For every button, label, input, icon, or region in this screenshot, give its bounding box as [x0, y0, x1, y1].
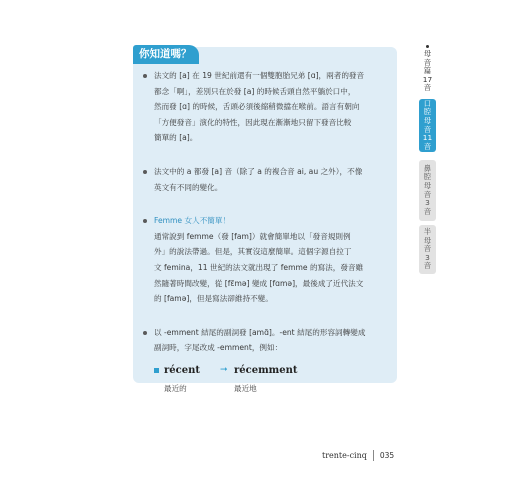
- tab-char: 3: [425, 252, 430, 262]
- tab-char: 11: [422, 133, 433, 143]
- divider: [373, 450, 374, 461]
- tab-char: 音: [423, 57, 432, 67]
- tab-char: 母: [423, 180, 432, 190]
- bullet-dot-icon: [143, 74, 147, 78]
- example-word: récent: [164, 364, 200, 376]
- text-line: 然隨著時間改變，從 [fɛ̃mə] 變成 [fɑmə]，最後成了近代法文: [154, 278, 364, 288]
- text-line: 法文中的 a 都發 [a] 音（除了 a 的複合音 ai, au 之外），不像: [154, 166, 363, 176]
- text-line: 通常說到 femme（發 [fam]）就會簡單地以「發音規則例: [154, 231, 351, 241]
- example-meaning: 最近的: [164, 383, 187, 393]
- square-bullet-icon: [154, 368, 159, 373]
- text-line: 然而發 [ɑ] 的時候，舌頭必須後縮稍微擋在喉前。語言有朝向: [154, 102, 360, 112]
- side-tab-semivowels[interactable]: [419, 225, 436, 274]
- text-line: 副詞時，字尾改成 -emment，例如：: [154, 343, 283, 353]
- tab-char: 腔: [423, 107, 432, 117]
- bullet-dot-icon: [143, 331, 147, 335]
- bullet-dot-icon: [143, 170, 147, 174]
- tab-char: 口: [423, 98, 432, 108]
- tab-char: 腔: [423, 172, 432, 182]
- page-number: 035: [379, 451, 395, 460]
- text-line: 英文有不同的變化。: [154, 182, 223, 192]
- tab-char: 音: [423, 83, 432, 93]
- text-line: 文 femina，11 世紀的法文就出現了 femme 的寫法，發音雖: [154, 262, 364, 272]
- text-line: 簡單的 [a]。: [154, 133, 198, 143]
- tab-char: 半: [423, 227, 432, 237]
- subheading: Femme 女人不簡單！: [154, 216, 231, 226]
- bullet-item: [143, 325, 391, 396]
- tab-char: 音: [423, 124, 432, 134]
- tab-char: 音: [423, 206, 432, 216]
- bullet-dot-icon: [143, 219, 147, 223]
- bullet-item: [143, 164, 391, 195]
- text-line: 都念「啊」，差別只在於發 [a] 的時候舌頭自然平躺於口中，: [154, 86, 356, 96]
- panel-title: 你知道嗎？: [133, 45, 199, 64]
- tab-char: 音: [423, 244, 432, 254]
- arrow-right-icon: ➞: [220, 364, 228, 375]
- text-line: 法文的 [a] 在 19 世紀前還有一個雙胞胎兄弟 [ɑ]，兩者的發音: [154, 71, 365, 80]
- example-meaning: 最近地: [234, 383, 257, 393]
- tab-char: 17: [422, 74, 433, 84]
- text-line: 的 [famə]，但是寫法卻維持不變。: [154, 294, 273, 304]
- tab-char: 鼻: [423, 163, 432, 173]
- tab-char: 音: [423, 141, 432, 151]
- tab-char: 篇: [423, 66, 432, 76]
- side-tab-nasal-vowels[interactable]: [419, 160, 436, 221]
- text-line: 外」的說法帶過。但是，其實沒這麼簡單。這個字源自拉丁: [154, 247, 352, 257]
- side-tab-oral-vowels[interactable]: [419, 99, 436, 152]
- tab-char: 3: [425, 198, 430, 208]
- tab-char: 母: [423, 115, 432, 125]
- tab-char: 母: [423, 235, 432, 245]
- tab-char: 音: [423, 189, 432, 199]
- tab-char: 母: [423, 49, 432, 59]
- example-word: récemment: [234, 364, 298, 376]
- bullet-item: [143, 213, 391, 307]
- text-line: 以 -emment 結尾的副詞發 [amɑ̃]。-ent 結尾的形容詞轉變成: [154, 327, 366, 337]
- bullet-list: [143, 68, 391, 406]
- example-row: [154, 363, 391, 396]
- page-footer: [322, 450, 394, 461]
- tab-char: 音: [423, 261, 432, 271]
- text-line: 「方便發音」演化的特性，因此現在漸漸地只留下發音比較: [154, 117, 352, 127]
- side-tab-vowels[interactable]: [419, 42, 436, 96]
- page-word: trente-cinq: [322, 451, 367, 460]
- bullet-item: [143, 68, 391, 146]
- bullet-dot-icon: [426, 45, 429, 48]
